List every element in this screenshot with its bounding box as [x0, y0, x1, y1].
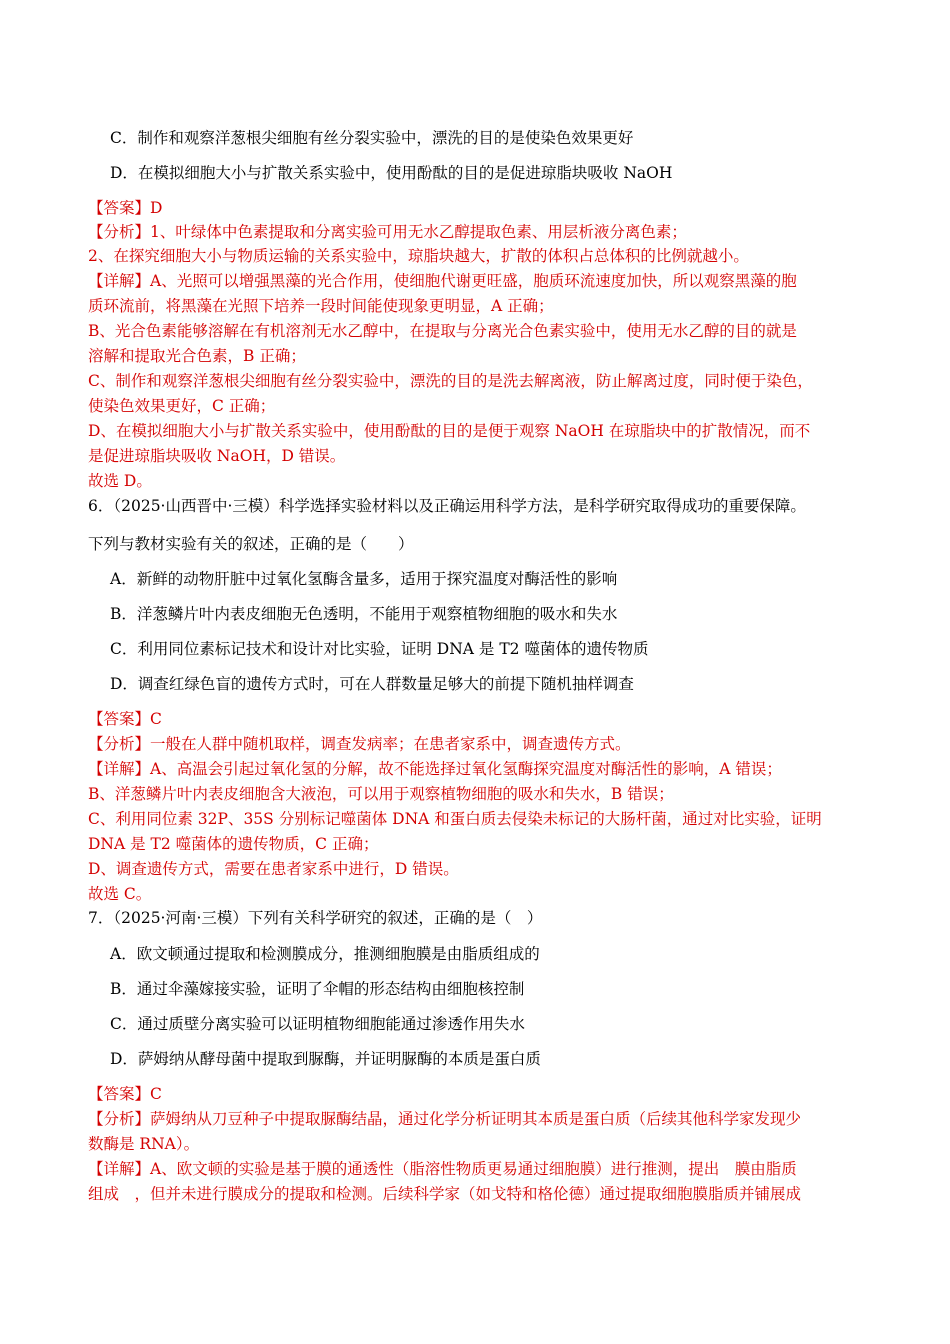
- q6-stem-2: 下列与教材实验有关的叙述，正确的是（ ）: [88, 535, 414, 553]
- q7-option-b: B．通过伞藻嫁接实验，证明了伞帽的形态结构由细胞核控制: [110, 980, 525, 998]
- q6-detail-a: 【详解】A、高温会引起过氧化氢的分解，故不能选择过氧化氢酶探究温度对酶活性的影响，A 错误；: [88, 760, 782, 778]
- q7-option-d: D．萨姆纳从酵母菌中提取到脲酶，并证明脲酶的本质是蛋白质: [110, 1050, 541, 1068]
- q7-option-a: A．欧文顿通过提取和检测膜成分，推测细胞膜是由脂质组成的: [110, 945, 540, 963]
- q5-detail-c-2: 使染色效果更好，C 正确；: [88, 397, 276, 415]
- q5-option-d: D．在模拟细胞大小与扩散关系实验中，使用酚酞的目的是促进琼脂块吸收 NaOH: [110, 164, 673, 182]
- q6-answer: 【答案】C: [88, 710, 162, 728]
- q5-detail-c-1: C、制作和观察洋葱根尖细胞有丝分裂实验中，漂洗的目的是洗去解离液，防止解离过度，同时便于染色，: [88, 372, 813, 390]
- q5-option-c: C．制作和观察洋葱根尖细胞有丝分裂实验中，漂洗的目的是使染色效果更好: [110, 129, 634, 147]
- q5-answer: 【答案】D: [88, 199, 163, 217]
- q6-option-b: B．洋葱鳞片叶内表皮细胞无色透明，不能用于观察植物细胞的吸水和失水: [110, 605, 618, 623]
- q5-detail-d-2: 是促进琼脂块吸收 NaOH，D 错误。: [88, 447, 346, 465]
- q5-detail-b-2: 溶解和提取光合色素，B 正确；: [88, 347, 306, 365]
- q5-detail-b-1: B、光合色素能够溶解在有机溶剂无水乙醇中，在提取与分离光合色素实验中，使用无水乙醇的目的就是: [88, 322, 797, 340]
- q7-analysis-2: 数酶是 RNA）。: [88, 1135, 200, 1153]
- q5-analysis-1: 【分析】1、叶绿体中色素提取和分离实验可用无水乙醇提取色素、用层析液分离色素；: [88, 223, 687, 241]
- q6-choose: 故选 C。: [88, 885, 152, 903]
- q7-option-c: C．通过质壁分离实验可以证明植物细胞能通过渗透作用失水: [110, 1015, 525, 1033]
- q7-analysis-1: 【分析】萨姆纳从刀豆种子中提取脲酶结晶，通过化学分析证明其本质是蛋白质（后续其他科学家发现少: [88, 1110, 802, 1128]
- q7-detail-2: 组成 ，但并未进行膜成分的提取和检测。后续科学家（如戈特和格伦德）通过提取细胞膜脂质并铺展成: [88, 1185, 802, 1203]
- q6-detail-c-2: DNA 是 T2 噬菌体的遗传物质，C 正确；: [88, 835, 379, 853]
- q5-detail-a-2: 质环流前，将黑藻在光照下培养一段时间能使现象更明显，A 正确；: [88, 297, 554, 315]
- q5-analysis-2: 2、在探究细胞大小与物质运输的关系实验中，琼脂块越大，扩散的体积占总体积的比例就越小。: [88, 247, 749, 265]
- q6-option-c: C．利用同位素标记技术和设计对比实验，证明 DNA 是 T2 噬菌体的遗传物质: [110, 640, 649, 658]
- q7-stem: 7．（2025·河南·三模）下列有关科学研究的叙述，正确的是（ ）: [88, 909, 543, 927]
- q6-detail-b: B、洋葱鳞片叶内表皮细胞含大液泡，可以用于观察植物细胞的吸水和失水，B 错误；: [88, 785, 674, 803]
- q6-option-a: A．新鲜的动物肝脏中过氧化氢酶含量多，适用于探究温度对酶活性的影响: [110, 570, 618, 588]
- q7-answer: 【答案】C: [88, 1085, 162, 1103]
- q5-choose: 故选 D。: [88, 472, 152, 490]
- q6-analysis: 【分析】一般在人群中随机取样，调查发病率；在患者家系中，调查遗传方式。: [88, 735, 631, 753]
- q5-detail-a-1: 【详解】A、光照可以增强黑藻的光合作用，使细胞代谢更旺盛，胞质环流速度加快，所以观察黑藻的胞: [88, 272, 797, 290]
- q6-detail-c-1: C、利用同位素 32P、35S 分别标记噬菌体 DNA 和蛋白质去侵染未标记的大肠杆菌，通过对比实验，证明: [88, 810, 822, 828]
- q7-detail-1: 【详解】A、欧文顿的实验是基于膜的通透性（脂溶性物质更易通过细胞膜）进行推测，提出 膜由脂质: [88, 1160, 797, 1178]
- q6-stem-1: 6．（2025·山西晋中·三模）科学选择实验材料以及正确运用科学方法，是科学研究取得成功的重要保障。: [88, 497, 806, 515]
- q5-detail-d-1: D、在模拟细胞大小与扩散关系实验中，使用酚酞的目的是便于观察 NaOH 在琼脂块中的扩散情况，而不: [88, 422, 811, 440]
- q6-option-d: D．调查红绿色盲的遗传方式时，可在人群数量足够大的前提下随机抽样调查: [110, 675, 634, 693]
- q6-detail-d: D、调查遗传方式，需要在患者家系中进行，D 错误。: [88, 860, 459, 878]
